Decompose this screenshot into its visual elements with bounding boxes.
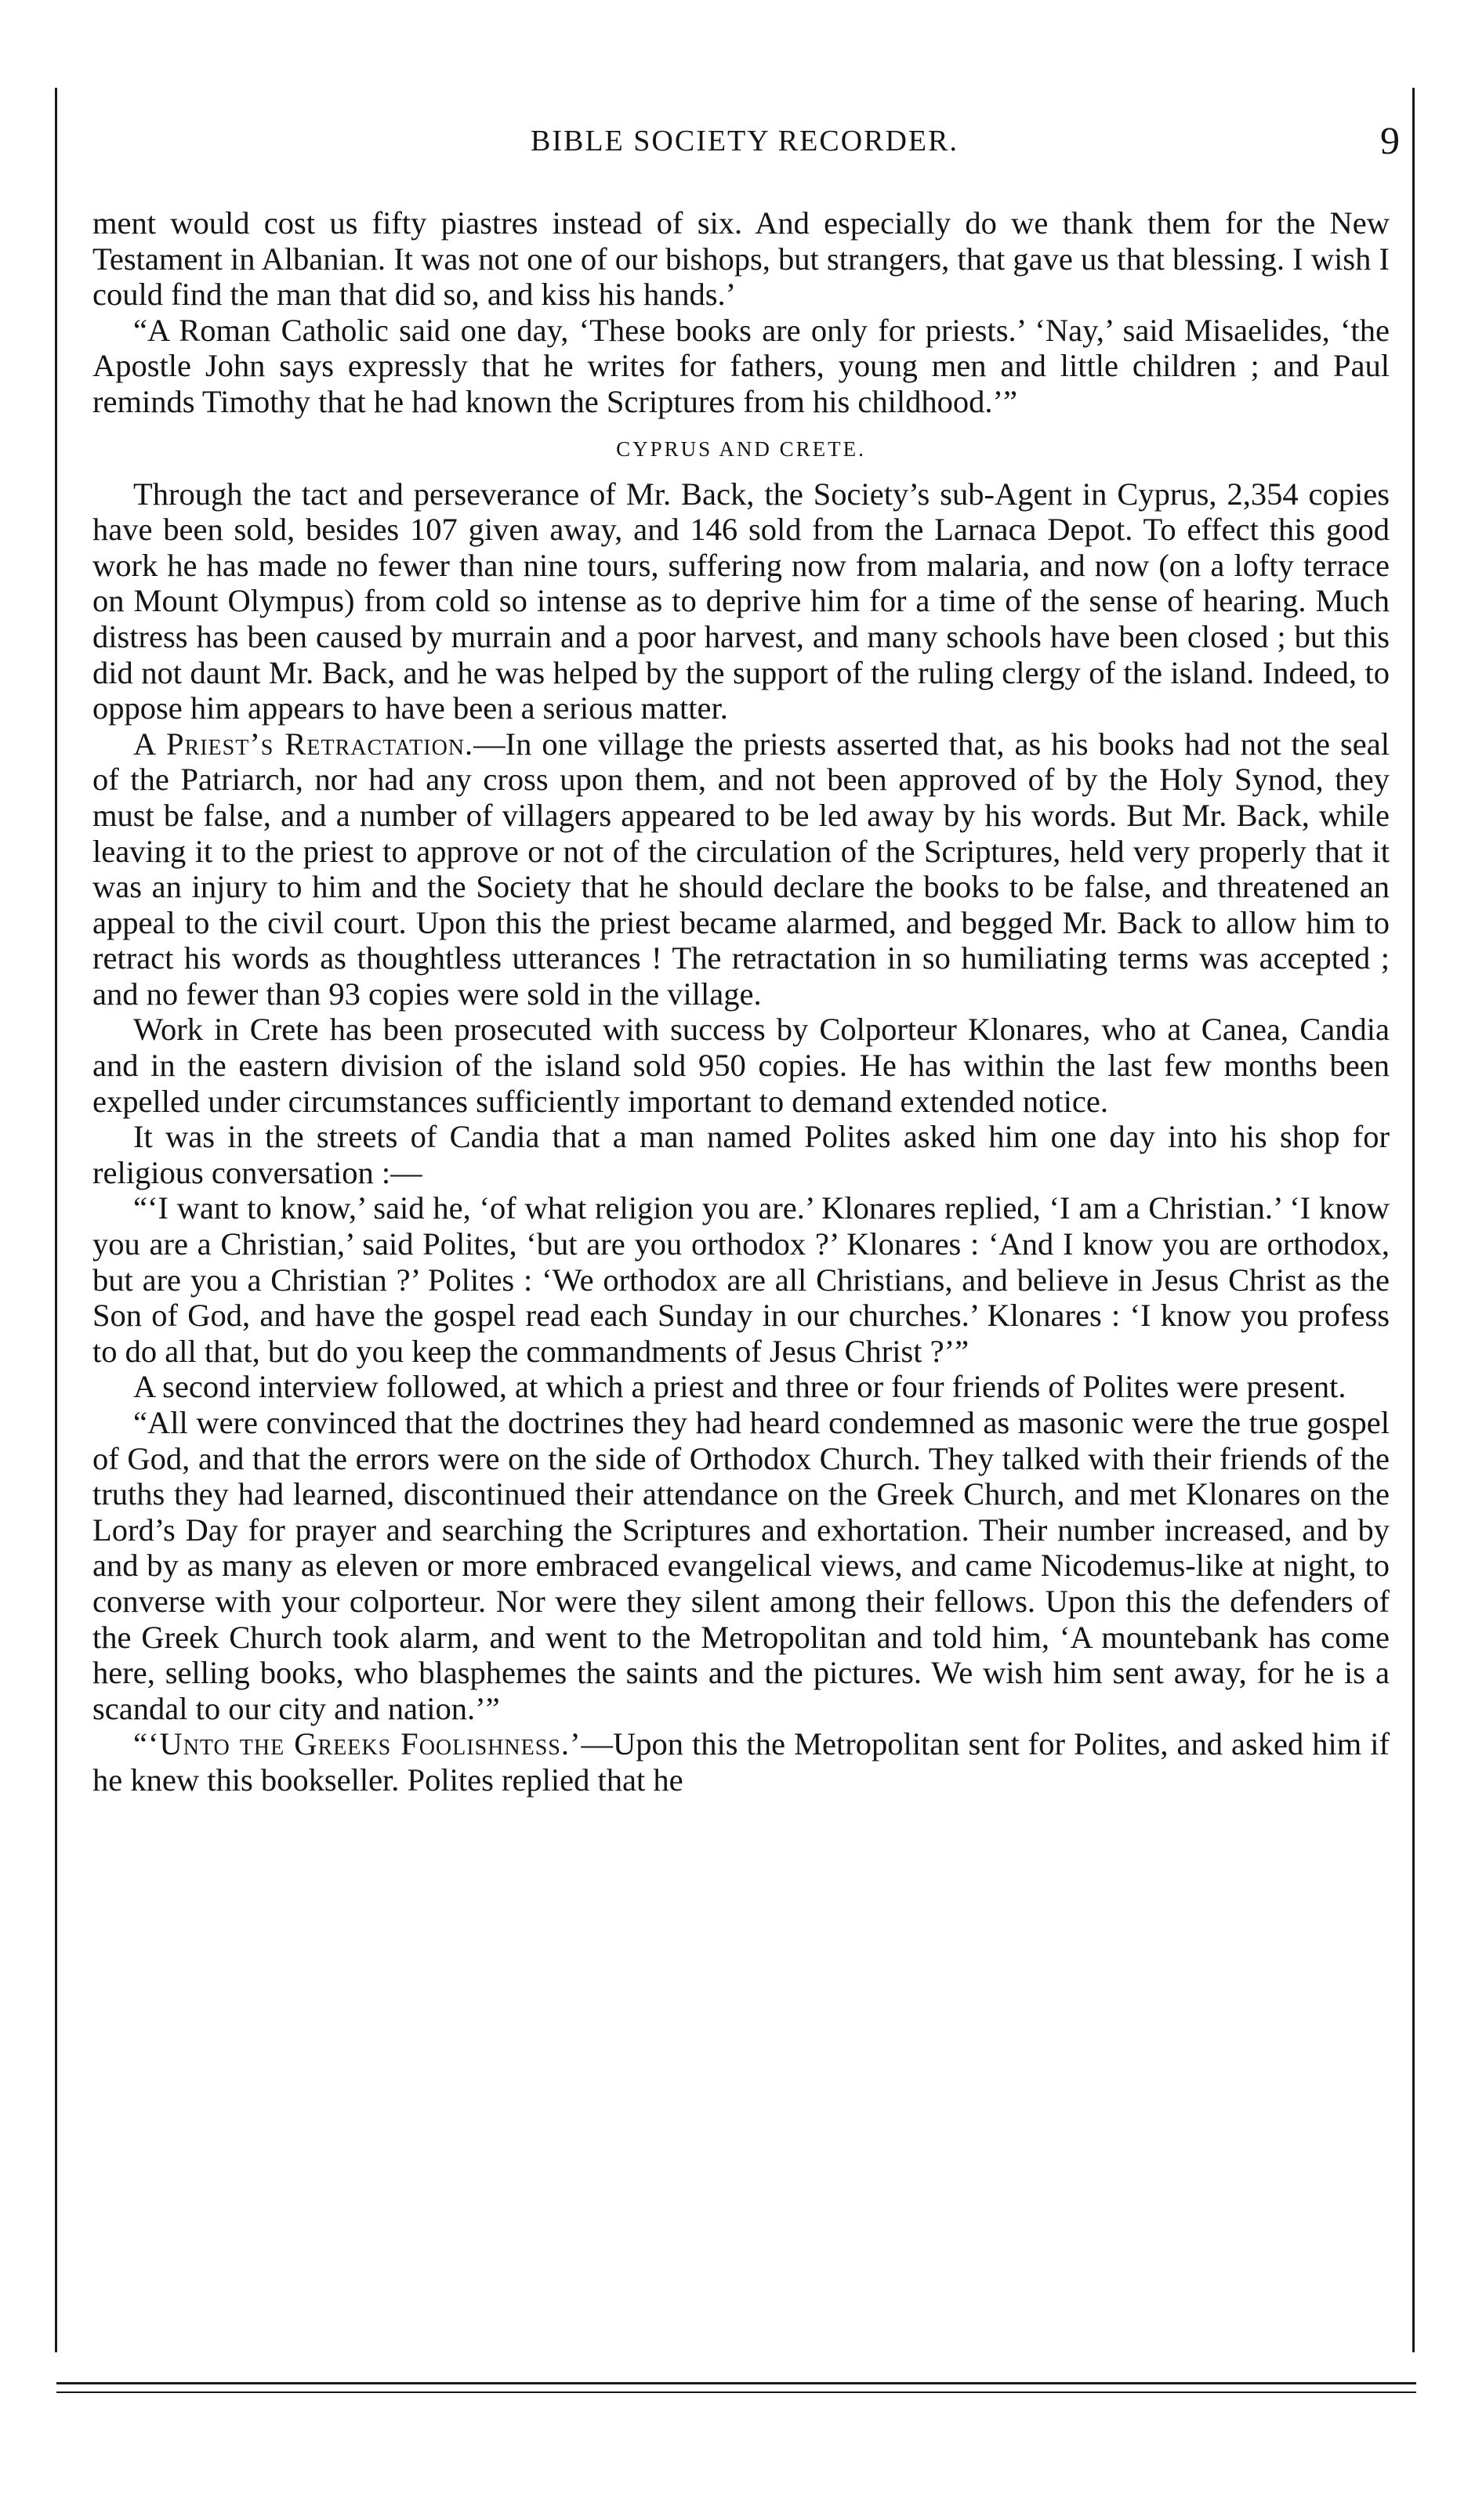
paragraph-10-lead: “‘Unto the Greeks Foolishness.’ <box>133 1726 582 1762</box>
paragraph-10 <box>92 1726 1390 1798</box>
page-number: 9 <box>1380 118 1400 162</box>
running-title: BIBLE SOCIETY RECORDER. <box>531 125 959 158</box>
paragraph-4 <box>92 726 1390 1012</box>
paragraph-9: “All were convinced that the doctrines they had heard condemned as masonic were the true gospel of God, and that the errors were on the side of Orthodox Church. They talked with their friends of the truths they had learned, discontinued their attendance on the Greek Church, and met Klonares on the Lord’s Day for prayer and searching the Scriptures and exhortation. Their number increased, and by and by as many as eleven or more embraced evangelical views, and came Nicodemus-like at night, to converse with your colporteur. Nor were they silent among their fellows. Upon this the defenders of the Greek Church took alarm, and went to the Metropolitan and told him, ‘A mountebank has come here, selling books, who blasphemes the saints and the pictures. We wish him sent away, for he is a scandal to our city and nation.’” <box>92 1405 1390 1726</box>
paragraph-6: It was in the streets of Candia that a man named Polites asked him one day into his shop for religious conversation :— <box>92 1119 1390 1190</box>
section-heading: CYPRUS AND CRETE. <box>616 436 866 461</box>
paragraph-10-text: —Upon this the Metropolitan sent for Polites, and asked him if he knew this bookseller. Polites replied that he <box>92 1726 1390 1798</box>
paragraph-5: Work in Crete has been prosecuted with success by Colporteur Klonares, who at Canea, Candia and in the eastern division of the island sold 950 copies. He has within the last few months been expelled under circumstances sufficiently important to demand extended notice. <box>92 1012 1390 1119</box>
bottom-border-rule-inner <box>56 2391 1416 2393</box>
paragraph-2: “A Roman Catholic said one day, ‘These books are only for priests.’ ‘Nay,’ said Misaelides, ‘the Apostle John says expressly that he writes for fathers, young men and little children ; and Paul reminds Timothy that he had known the Scriptures from his childhood.’” <box>92 312 1390 419</box>
paragraph-8: A second interview followed, at which a priest and three or four friends of Polites were present. <box>133 1369 1346 1405</box>
right-border-rule <box>1412 88 1415 2352</box>
bottom-border-rule <box>56 2382 1416 2384</box>
paragraph-4-lead: A Priest’s Retractation. <box>133 726 474 762</box>
paragraph-4-text: —In one village the priests asserted that, as his books had not the seal of the Patriarch, nor had any cross upon them, and not been approved of by the Holy Synod, they must be false, and a number of villagers appeared to be led away by his words. But Mr. Back, while leaving it to the priest to approve or not of the circulation of the Scriptures, held very properly that it was an injury to him and the Society that he should declare the books to be false, and threatened an appeal to the civil court. Upon this the priest became alarmed, and begged Mr. Back to allow him to retract his words as thoughtless utterances ! The retractation in so humiliating terms was accepted ; and no fewer than 93 copies were sold in the village. <box>92 726 1390 1012</box>
paragraph-7: “‘I want to know,’ said he, ‘of what religion you are.’ Klonares replied, ‘I am a Christian.’ ‘I know you are a Christian,’ said Polites, ‘but are you orthodox ?’ Klonares : ‘And I know you are orthodox, but are you a Christian ?’ Polites : ‘We orthodox are all Christians, and believe in Jesus Christ as the Son of God, and have the gospel read each Sunday in our churches.’ Klonares : ‘I know you profess to do all that, but do you keep the commandments of Jesus Christ ?’” <box>92 1190 1390 1369</box>
paragraph-1: ment would cost us fifty piastres instead of six. And especially do we thank them for the New Testament in Albanian. It was not one of our bishops, but strangers, that gave us that blessing. I wish I could find the man that did so, and kiss his hands.’ <box>92 205 1390 313</box>
page-body <box>92 205 1390 1798</box>
running-head <box>86 118 1403 172</box>
left-border-rule <box>55 88 57 2352</box>
paragraph-3: Through the tact and perseverance of Mr. Back, the Society’s sub-Agent in Cyprus, 2,354 copies have been sold, besides 107 given away, and 146 sold from the Larnaca Depot. To effect this good work he has made no fewer than nine tours, suffering now from malaria, and now (on a lofty terrace on Mount Olympus) from cold so intense as to deprive him for a time of the sense of hearing. Much distress has been caused by murrain and a poor harvest, and many schools have been closed ; but this did not daunt Mr. Back, and he was helped by the support of the ruling clergy of the island. Indeed, to oppose him appears to have been a serious matter. <box>92 476 1390 726</box>
